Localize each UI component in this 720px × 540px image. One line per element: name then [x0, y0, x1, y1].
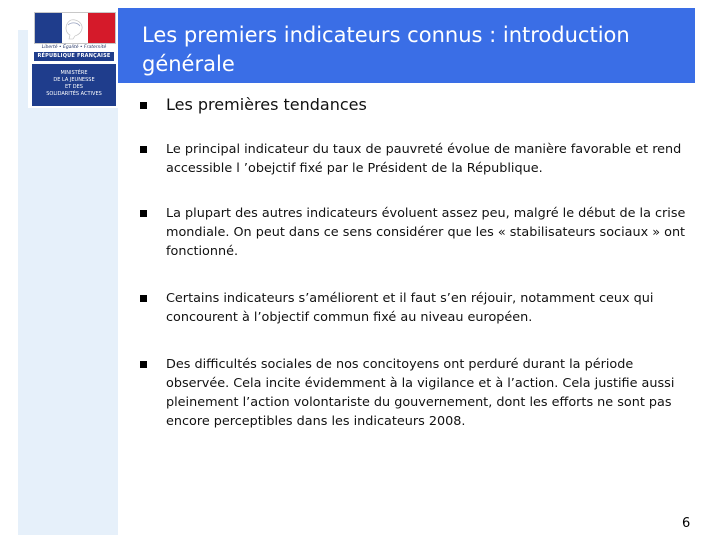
bullet-text: La plupart des autres indicateurs évoluent assez peu, malgré le début de la crise mondiale. On peut dans ce sens considérer que les « stabilisateurs sociaux » ont fonctionné. — [166, 206, 686, 259]
marianne-icon — [59, 18, 89, 40]
logo-ministry-block — [32, 64, 116, 106]
slide-title-bar — [118, 8, 695, 83]
square-bullet-icon — [140, 361, 147, 368]
bullet-text: Le principal indicateur du taux de pauvreté évolue de manière favorable et rend accessible l ’obejctif fixé par le Président de la République. — [166, 142, 682, 176]
ministry-line: SOLIDARITÉS ACTIVES — [46, 91, 102, 97]
slide-title: Les premiers indicateurs connus : introduction générale — [142, 23, 630, 76]
ministry-line: ET DES — [65, 84, 83, 90]
logo-republic-label: RÉPUBLIQUE FRANÇAISE — [34, 52, 114, 61]
square-bullet-icon — [140, 210, 147, 217]
ministry-line: DE LA JEUNESSE — [53, 77, 95, 83]
bullet-text: Certains indicateurs s’améliorent et il faut s’en réjouir, notamment ceux qui concourent à l’objectif commun fixé au niveau européen. — [166, 291, 654, 325]
ministry-line: MINISTÈRE — [60, 70, 88, 76]
french-flag-emblem — [34, 12, 116, 44]
bullet-text: Les premières tendances — [166, 95, 367, 114]
bullet-text: Des difficultés sociales de nos concitoyens ont perduré durant la période observée. Cela incite évidemment à la vigilance et à l’action. Cela justifie aussi pleinement l’action volontariste du gouvernement, dont les efforts ne sont pas encore perceptibles dans les indicateurs 2008. — [166, 357, 675, 429]
ministry-logo — [28, 6, 120, 108]
square-bullet-icon — [140, 295, 147, 302]
square-bullet-icon — [140, 146, 147, 153]
page-number: 6 — [682, 516, 691, 531]
square-bullet-icon — [140, 102, 147, 109]
logo-motto: Liberté • Égalité • Fraternité — [41, 45, 107, 50]
